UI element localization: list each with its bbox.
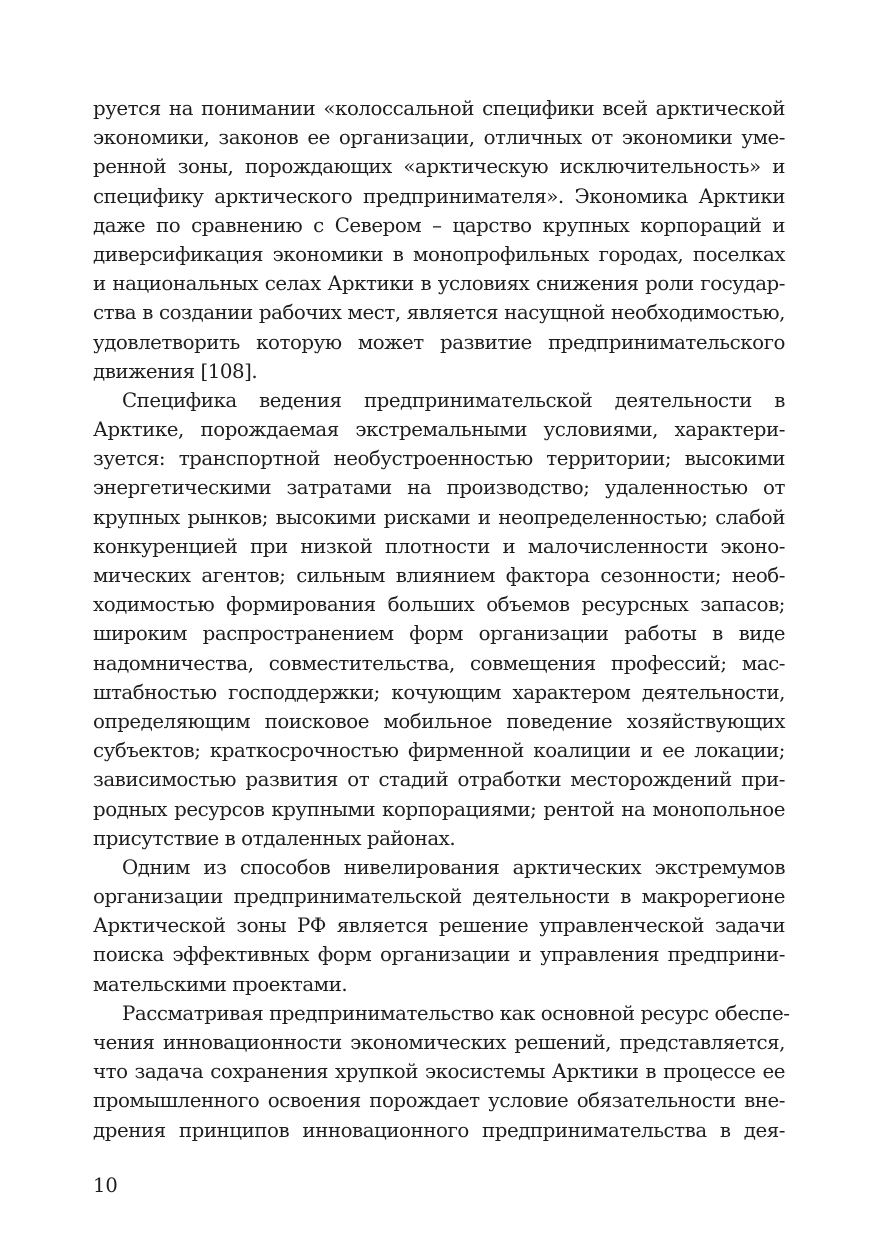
text-line: определяющим поисковое мобильное поведение хозяйствующих (93, 709, 785, 733)
text-line: даже по сравнению с Севером – царство крупных корпораций и (93, 213, 785, 237)
text-line: дрения принципов инновационного предпринимательства в дея- (93, 1118, 785, 1142)
text-line: штабностью господдержки; кочующим характером деятельности, (93, 680, 785, 704)
text-line: диверсификация экономики в монопрофильных городах, поселках (93, 242, 785, 266)
text-line: Арктике, порождаемая экстремальными условиями, характери- (93, 418, 785, 442)
text-line: ренной зоны, порождающих «арктическую исключительность» и (93, 155, 785, 179)
text-line: субъектов; краткосрочностью фирменной коалиции и ее локации; (93, 739, 785, 763)
text-line: поиска эффективных форм организации и управления предприни- (93, 943, 785, 967)
text-line: движения [108]. (93, 359, 258, 383)
text-line: промышленного освоения порождает условие обязательности вне- (93, 1089, 785, 1113)
text-line: мательскими проектами. (93, 972, 348, 996)
page-number: 10 (93, 1174, 118, 1197)
text-line: ходимостью формирования больших объемов ресурсных запасов; (93, 593, 785, 617)
text-line: что задача сохранения хрупкой экосистемы Арктики в процессе ее (93, 1060, 785, 1084)
text-line: крупных рынков; высокими рисками и неопределенностью; слабой (93, 505, 785, 529)
text-line: мических агентов; сильным влиянием фактора сезонности; необ- (93, 564, 785, 587)
text-line: надомничества, совместительства, совмещения профессий; мас- (93, 651, 785, 675)
text-line: и национальных селах Арктики в условиях снижения роли государ- (93, 272, 785, 296)
text-line: широким распространением форм организации работы в виде (93, 622, 785, 646)
text-line: удовлетворить которую может развитие предпринимательского (93, 330, 785, 354)
text-line: Арктической зоны РФ является решение управленческой задачи (93, 914, 785, 938)
text-line: руется на понимании «колоссальной специфики всей арктической (93, 97, 785, 120)
text-line: специфику арктического предпринимателя». Экономика Арктики (93, 184, 785, 208)
text-line: экономики, законов ее организации, отличных от экономики уме- (93, 126, 785, 150)
text-line: организации предпринимательской деятельности в макрорегионе (93, 885, 785, 909)
text-line: зависимостью развития от стадий отработки месторождений при- (93, 768, 785, 792)
text-line: Рассматривая предпринимательство как основной ресурс обеспе- (122, 1001, 790, 1025)
text-line: Специфика ведения предпринимательской деятельности в (122, 388, 785, 412)
text-line: Одним из способов нивелирования арктических экстремумов (122, 855, 785, 879)
text-line: чения инновационности экономических решений, представляется, (93, 1031, 785, 1054)
text-line: энергетическими затратами на производство; удаленностью от (93, 476, 785, 500)
text-line: присутствие в отдаленных районах. (93, 826, 456, 850)
text-line: родных ресурсов крупными корпорациями; рентой на монопольное (93, 797, 785, 821)
text-line: зуется: транспортной необустроенностью территории; высокими (93, 447, 785, 471)
text-line: ства в создании рабочих мест, является насущной необходимостью, (93, 301, 785, 325)
body-text (93, 94, 790, 1145)
text-line: конкуренцией при низкой плотности и малочисленности эконо- (93, 534, 785, 558)
